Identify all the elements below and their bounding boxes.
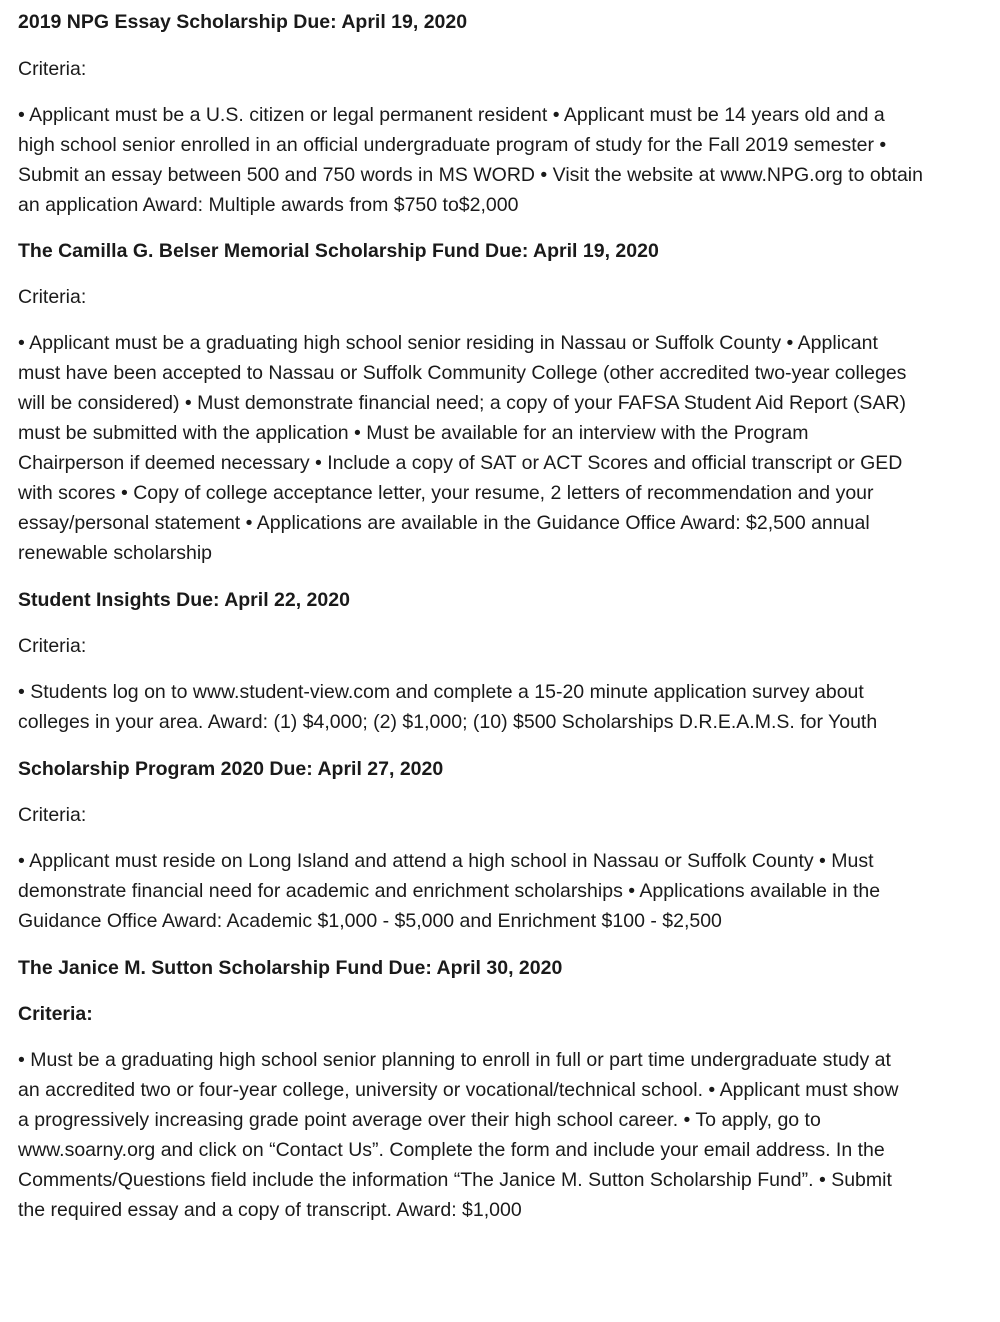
text-line: with scores • Copy of college acceptance letter, your resume, 2 letters of recommendation and your <box>18 482 874 504</box>
section-heading: Student Insights Due: April 22, 2020 <box>18 589 350 611</box>
criteria-label: Criteria: <box>18 286 87 308</box>
text-line: Comments/Questions field include the information “The Janice M. Sutton Scholarship Fund”. • Submit <box>18 1169 892 1191</box>
criteria-text <box>18 846 978 936</box>
text-line: Chairperson if deemed necessary • Include a copy of SAT or ACT Scores and official transcript or GED <box>18 452 903 474</box>
text-line: www.soarny.org and click on “Contact Us”. Complete the form and include your email address. In the <box>18 1139 885 1161</box>
section-heading: Scholarship Program 2020 Due: April 27, 2020 <box>18 758 444 780</box>
criteria-text <box>18 1045 978 1225</box>
text-line: must be submitted with the application • Must be available for an interview with the Program <box>18 422 809 444</box>
text-line: an accredited two or four-year college, university or vocational/technical school. • Applicant must show <box>18 1079 899 1101</box>
text-line: essay/personal statement • Applications are available in the Guidance Office Award: $2,500 annual <box>18 512 870 534</box>
text-line: Submit an essay between 500 and 750 words in MS WORD • Visit the website at www.NPG.org to obtain <box>18 164 923 186</box>
text-line: colleges in your area. Award: (1) $4,000; (2) $1,000; (10) $500 Scholarships D.R.E.A.M.S. for Youth <box>18 711 878 733</box>
text-line: will be considered) • Must demonstrate financial need; a copy of your FAFSA Student Aid Report (SAR) <box>18 392 907 414</box>
text-line: • Applicant must be a graduating high school senior residing in Nassau or Suffolk County • Applicant <box>18 332 878 354</box>
text-line: Guidance Office Award: Academic $1,000 - $5,000 and Enrichment $100 - $2,500 <box>18 910 722 932</box>
text-line: a progressively increasing grade point average over their high school career. • To apply, go to <box>18 1109 821 1131</box>
text-line: demonstrate financial need for academic and enrichment scholarships • Applications available in the <box>18 880 881 902</box>
text-line: the required essay and a copy of transcript. Award: $1,000 <box>18 1199 522 1221</box>
criteria-label: Criteria: <box>18 635 87 657</box>
criteria-text <box>18 100 978 220</box>
text-line: must have been accepted to Nassau or Suffolk Community College (other accredited two-year colleges <box>18 362 907 384</box>
criteria-text <box>18 677 978 737</box>
section-heading: 2019 NPG Essay Scholarship Due: April 19, 2020 <box>18 11 468 33</box>
criteria-label: Criteria: <box>18 1003 93 1025</box>
text-line: an application Award: Multiple awards from $750 to$2,000 <box>18 194 519 216</box>
criteria-label: Criteria: <box>18 804 87 826</box>
text-line: • Applicant must be a U.S. citizen or legal permanent resident • Applicant must be 14 years old and a <box>18 104 885 126</box>
text-line: • Students log on to www.student-view.com and complete a 15-20 minute application survey about <box>18 681 864 703</box>
section-heading: The Janice M. Sutton Scholarship Fund Due: April 30, 2020 <box>18 957 563 979</box>
criteria-text <box>18 328 978 568</box>
criteria-label: Criteria: <box>18 58 87 80</box>
section-heading: The Camilla G. Belser Memorial Scholarship Fund Due: April 19, 2020 <box>18 240 659 262</box>
text-line: • Applicant must reside on Long Island and attend a high school in Nassau or Suffolk County • Must <box>18 850 874 872</box>
text-line: high school senior enrolled in an official undergraduate program of study for the Fall 2019 semester • <box>18 134 887 156</box>
text-line: • Must be a graduating high school senior planning to enroll in full or part time undergraduate study at <box>18 1049 891 1071</box>
text-line: renewable scholarship <box>18 542 213 564</box>
